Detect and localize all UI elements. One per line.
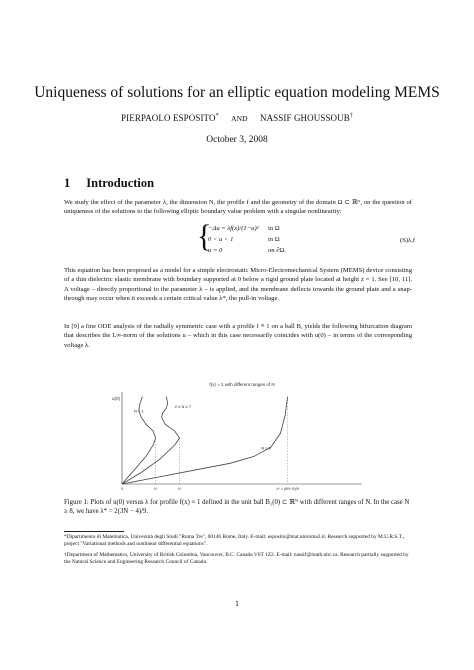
x-tick-label-1: 0: [120, 487, 124, 491]
y-axis-label: u(0): [112, 396, 121, 401]
equation-label: (S)λ,f: [400, 237, 416, 244]
series-label-1: N = 1: [134, 408, 144, 414]
equation-line-3-condition: on ∂Ω.: [268, 247, 287, 254]
equation-line-1-condition: in Ω: [268, 225, 280, 232]
author-1: PIERPAOLO ESPOSITO: [121, 113, 216, 123]
author-2-mark: †: [349, 113, 353, 119]
paragraph-1: We study the effect of the parameter λ, the dimension N, the profile f and the geometry of the domain Ω ⊂ ℝᴺ, on the question of uniqueness of the solutions to the following elliptic boundary value problem with a singular nonlinearity:: [64, 199, 412, 216]
author-separator: AND: [231, 114, 248, 123]
figure-caption: Figure 1: Plots of u(0) versus λ for profile f(x) ≡ 1 defined in the unit ball B₁(0) ⊂ ℝᴺ with different ranges of N. In the case N ≥ 8, we have λ* = 2(3N − 4)/9.: [64, 499, 410, 516]
paper-date: October 3, 2008: [206, 135, 268, 145]
paper-title: Uniqueness of solutions for an elliptic equation modeling MEMS: [34, 84, 440, 101]
equation-line-2: 0 < u < 1: [208, 236, 234, 243]
footnote-rule: [64, 531, 124, 532]
series-label-2: 2 ≤ N ≤ 7: [174, 404, 191, 410]
paragraph-2: This equation has been proposed as a model for a simple electrostatic Micro-Electromechanical System (MEMS) device consisting of a thin dielectric elastic membrane with boundary supported at 0 below a rigid ground plate located at height z = 1. See [10, 11]. A voltage – directly proportional to the parameter λ – is applied, and the membrane deflects towards the ground plate and a snap-through may occur when it exceeds a certain critical value λ*, the pull-in voltage.: [64, 267, 412, 303]
footnote-2: †Department of Mathematics, University of British Columbia, Vancouver, B.C. Canada V6T 1Z2. E-mail: nassif@math.ubc.ca. Research partially supported by the Natural Science and Engineering Research Council of Canada.: [64, 552, 409, 566]
author-1-mark: *: [215, 113, 219, 119]
equation-brace: {: [197, 219, 212, 254]
author-line: [0, 113, 474, 123]
section-title: Introduction: [86, 176, 155, 190]
bifurcation-chart: [100, 378, 380, 496]
equation-line-3: u = 0: [208, 247, 223, 254]
x-tick-label-2: λ*: [153, 487, 158, 491]
author-2: NASSIF GHOUSSOUB: [259, 113, 350, 123]
section-number: 1: [64, 176, 71, 190]
x-tick-label-4: λ* = (6N−8)/9: [276, 487, 299, 491]
equation-system: [197, 219, 416, 259]
series-line-2: [122, 397, 180, 484]
section-heading: [64, 176, 154, 191]
series-label-3: N ≥ 8: [261, 445, 271, 451]
series-line-3: [122, 397, 288, 484]
equation-line-1: −Δu = λf(x)/(1−u)²: [208, 225, 259, 232]
equation-line-2-condition: in Ω: [268, 236, 280, 243]
x-tick-label-3: λ*: [177, 487, 182, 491]
footnote-1: *Dipartimento di Matematica, Università degli Studi "Roma Tre", 00146 Rome, Italy. E-mail: esposito@mat.uniroma3.it. Research supported by M.U.R.S.T., project "Variational methods and nonlinear differential equations".: [64, 534, 405, 548]
page-number: 1: [235, 599, 239, 608]
paragraph-3: In [9] a fine ODE analysis of the radially symmetric case with a profile f ≡ 1 on a ball B, yields the following bifurcation diagram that describes the L∞-norm of the solutions u – which in this case necessarily coincides with u(0) – in terms of the corresponding voltage λ.: [64, 323, 412, 349]
chart-title: f(x) = 1 with different ranges of N: [209, 382, 275, 387]
